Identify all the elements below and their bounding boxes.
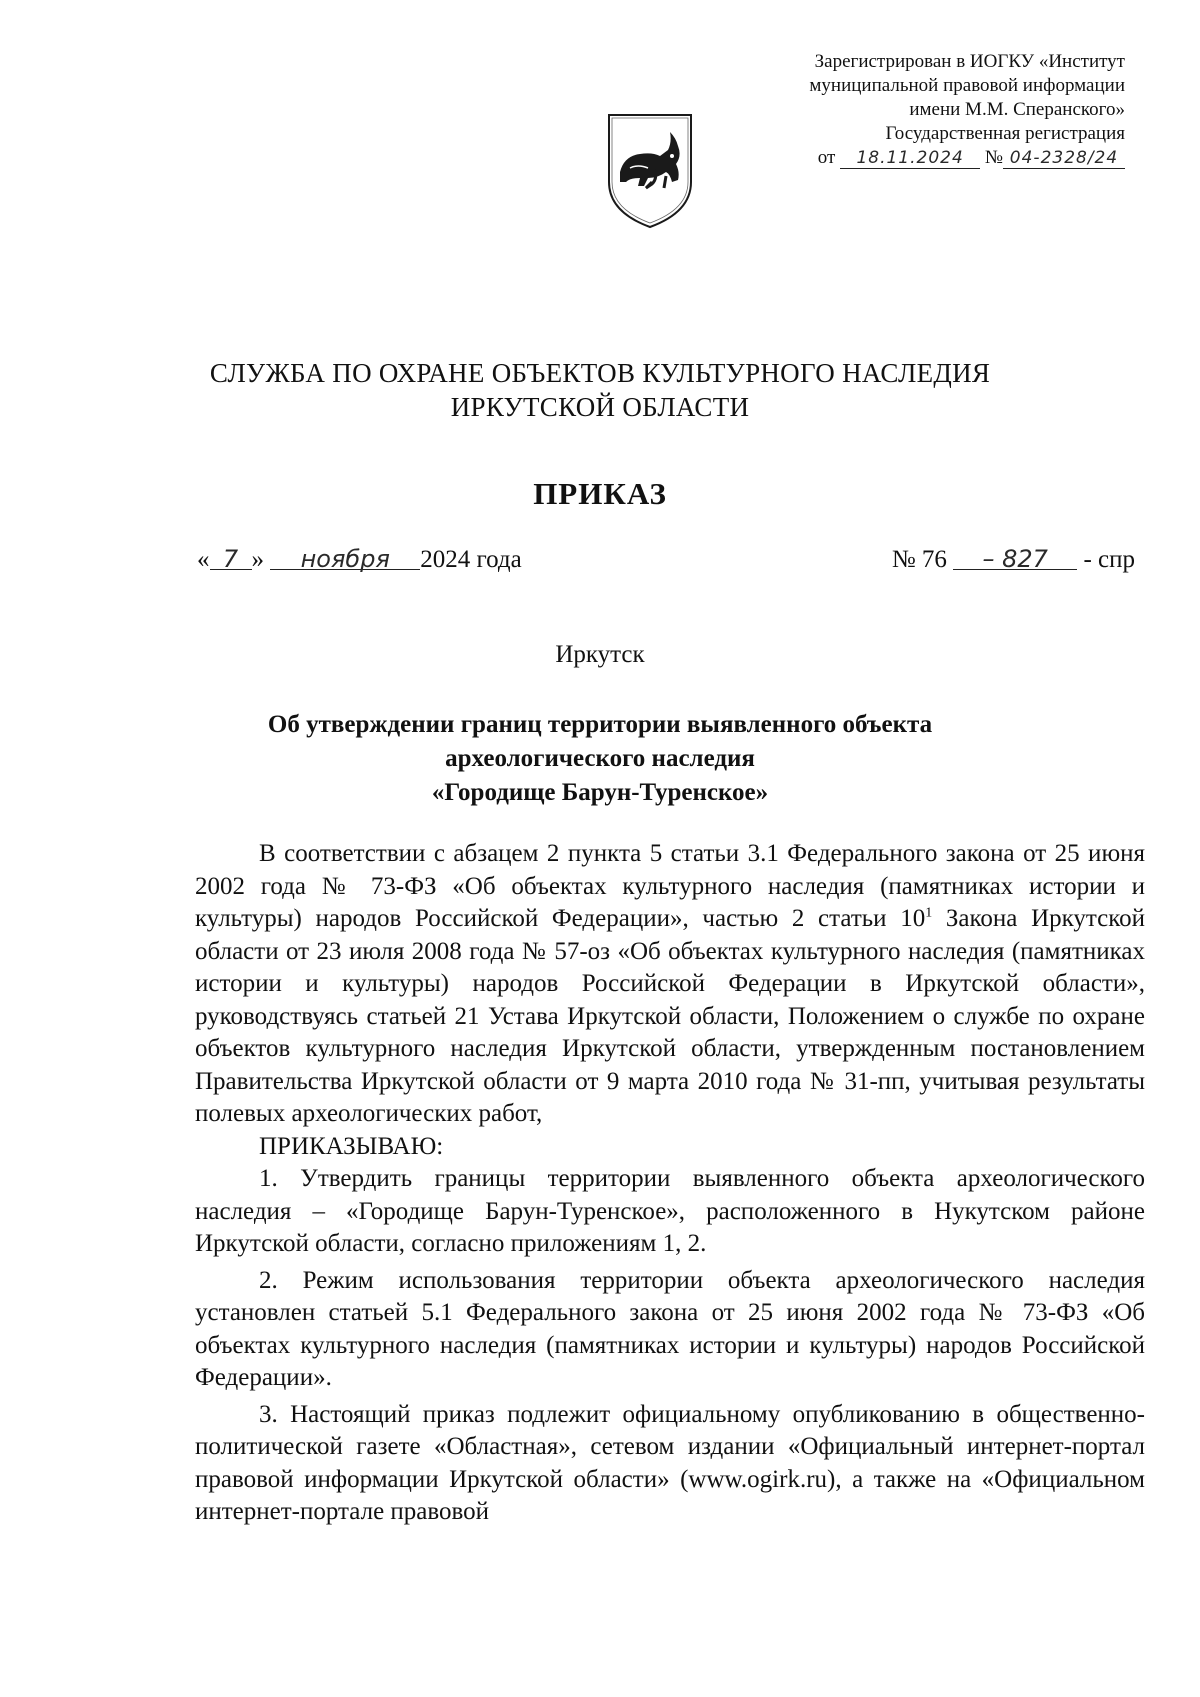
registration-line-1: Зарегистрирован в ИОГКУ «Институт bbox=[814, 51, 1125, 72]
registration-line-2: муниципальной правовой информации bbox=[809, 75, 1125, 96]
organization-name bbox=[150, 356, 1050, 424]
organization-name-line-2: ИРКУТСКОЙ ОБЛАСТИ bbox=[450, 392, 750, 422]
order-number-suffix: - спр bbox=[1083, 546, 1135, 573]
order-subject bbox=[150, 708, 1050, 810]
date-close-quote: » bbox=[251, 546, 264, 573]
order-body bbox=[195, 838, 1145, 1529]
order-item-1: 1. Утвердить границы территории выявленного объекта археологического наследия – «Городище Барун-Туренское», расположенного в Нукутском районе Иркутской области, согласно приложениям 1, 2. bbox=[195, 1165, 1145, 1257]
preamble-text-part-2: Закона Иркутской области от 23 июля 2008 года № 57-оз «Об объектах культурного наследия (памятниках истории и культуры) народов Российской Федерации в Иркутской области», руководствуясь статьей 21 Устава Иркутской области, Положением о службе по охране объектов культурного наследия Иркутской области, утвержденным постановлением Правительства Иркутской области от 9 марта 2010 года № 31-пп, учитывая результаты полевых археологических работ, bbox=[195, 905, 1145, 1127]
order-item-3: 3. Настоящий приказ подлежит официальному опубликованию в общественно-политической газете «Областная», сетевом издании «Официальный интернет-портал правовой информации Иркутской области» (www.ogirk.ru), а также на «Официальном интернет-портале правовой bbox=[195, 1400, 1145, 1525]
order-subject-line-3: «Городище Барун-Туренское» bbox=[431, 779, 769, 806]
order-number-prefix: № 76 bbox=[891, 546, 947, 573]
order-subject-line-1: Об утверждении границ территории выявленного объекта bbox=[267, 711, 933, 738]
order-word: ПРИКАЗЫВАЮ: bbox=[259, 1132, 444, 1160]
registration-stamp bbox=[655, 50, 1125, 170]
date-day-handwritten: 7 bbox=[210, 549, 252, 570]
registration-date-handwritten: 18.11.2024 bbox=[840, 148, 980, 169]
registration-line-3: имени М.М. Сперанского» bbox=[909, 99, 1125, 120]
registration-date-prefix: от bbox=[817, 147, 836, 168]
registration-line-5 bbox=[655, 146, 1125, 170]
article-superscript: 1 bbox=[925, 905, 933, 921]
registration-number-handwritten: 04-2328/24 bbox=[1003, 148, 1125, 169]
order-number-handwritten: – 827 bbox=[953, 549, 1077, 570]
date-year: 2024 года bbox=[420, 546, 522, 573]
order-subject-line-2: археологического наследия bbox=[445, 745, 755, 772]
registration-line-4: Государственная регистрация bbox=[885, 123, 1125, 144]
organization-name-line-1: СЛУЖБА ПО ОХРАНЕ ОБЪЕКТОВ КУЛЬТУРНОГО НАСЛЕДИЯ bbox=[209, 358, 991, 388]
date-month-handwritten: ноября bbox=[270, 549, 420, 570]
preamble-paragraph bbox=[195, 838, 1145, 1131]
registration-number-prefix: № bbox=[984, 147, 1003, 168]
document-type-title: ПРИКАЗ bbox=[533, 476, 667, 511]
irkutsk-coat-of-arms-icon bbox=[606, 112, 694, 230]
order-item-2: 2. Режим использования территории объекта археологического наследия установлен статьей 5.1 Федерального закона от 25 июня 2002 года № 73-ФЗ «Об объектах культурного наследия (памятниках истории и культуры) народов Российской Федерации». bbox=[195, 1266, 1145, 1391]
date-open-quote: « bbox=[197, 546, 210, 573]
order-number bbox=[892, 546, 1135, 574]
preamble-text-part-1: В соответствии с абзацем 2 пункта 5 статьи 3.1 Федерального закона от 25 июня 2002 года № 73-ФЗ «Об объектах культурного наследия (памятниках истории и культуры) народов Российской Федерации», частью 2 статьи 10 bbox=[195, 840, 1145, 932]
order-date bbox=[197, 546, 522, 574]
city-name: Иркутск bbox=[555, 641, 645, 668]
